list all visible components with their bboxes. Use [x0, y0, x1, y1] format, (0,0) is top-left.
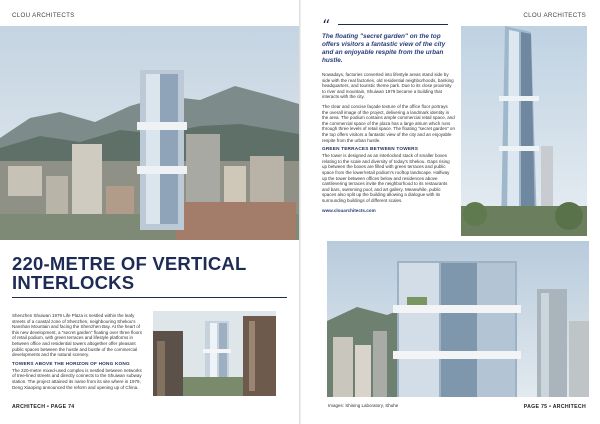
headline-line-1: 220-METRE OF VERTICAL: [12, 253, 247, 274]
terraces-paragraph: The tower is designed as an interlocked stack of smaller boxes relating to the scale and diversity of today's Shekou. Gaps rising up between the boxes are filled with green terraces and public space from the lower/retail podium's rooftop landscape. Halfway up the tower between offices below and residences above cantilevering terraces invite the neighborhood to its restaurants and bars, swimming pool, and art gallery. Meanwhile, public spaces also split up the building allowing a dialogue with its surrounding buildings of different scales.: [322, 153, 450, 203]
section-heading-towers: TOWERS ABOVE THE HORIZON OF HONG KONG: [12, 360, 130, 366]
section-heading-terraces: GREEN TERRACES BETWEEN TOWERS: [322, 146, 419, 152]
right-page-footer: PAGE 75 • ARCHITECH: [523, 404, 586, 410]
right-body-column: [322, 72, 455, 213]
tower-street-photo: [153, 311, 276, 396]
left-page-header: CLOU ARCHITECTS: [12, 12, 75, 19]
pull-quote: [322, 16, 454, 65]
left-body-column: [12, 313, 144, 390]
photo-credit: Images: Shining Laboratory, Shuhe: [328, 403, 399, 408]
quote-text: The floating "secret garden" on the top offers visitors a fantastic view of the city and an enjoyable respite from the urban hustle.: [322, 33, 446, 64]
right-page-header: CLOU ARCHITECTS: [523, 12, 586, 19]
tall-tower-photo: [461, 26, 587, 236]
intro-paragraph: Shenzhen Shuiwan 1979 Life Plaza is nestled within the leafy streets of a coastal zone of Shenzhen, neighbouring Shekou's Nanshan Mountain and facing the Shenzhen Bay. At the heart of this new development, a "secret garden" floating over three floors of retail podium, with green terraces and lifestyle platforms in between office and residential towers altogether offer pleasant public spaces between the hustle and bustle of the commercial developments and the natural scenery.: [12, 313, 143, 358]
left-page-footer: ARCHITECH • PAGE 74: [12, 404, 75, 410]
context-paragraph: Nowadays, factories converted into lifestyle areas stand side by side with the real factories, old residential neighborhoods, banking headquarters, and touristic theme park. Due to its close proximity to river and mountain, Shuiwan 1979 became a building that interacts with the city.: [322, 72, 454, 100]
headline-divider: [12, 297, 287, 298]
headline-line-2: INTERLOCKS: [12, 272, 135, 293]
towers-paragraph: The 220-metre mixed-used complex is nestled between networks of tree-lined streets and directly connects to the Shuiwan subway station. The project attained its name from its site where in 1979, Deng Xiaoping announced the reform and opening up of China.: [12, 367, 142, 390]
tower-cityscape-photo: [327, 241, 589, 397]
hero-aerial-photo: [0, 26, 299, 240]
article-headline: [12, 254, 292, 292]
facade-paragraph: The clear and concise façade texture of the office floor portrays the overall image of the project, delivering a landmark identity in the area. The podium contains ample commercial retail space, and the commercial space of the plaza has a large atrium which runs through three levels of retail space. The floating "secret garden" on the top offers visitors a fantastic view of the city and an enjoyable respite from the urban hustle.: [322, 103, 455, 143]
page-gutter: [299, 0, 301, 424]
quote-mark: “: [322, 16, 331, 35]
website-link[interactable]: www.clouarchitects.com: [322, 208, 376, 214]
